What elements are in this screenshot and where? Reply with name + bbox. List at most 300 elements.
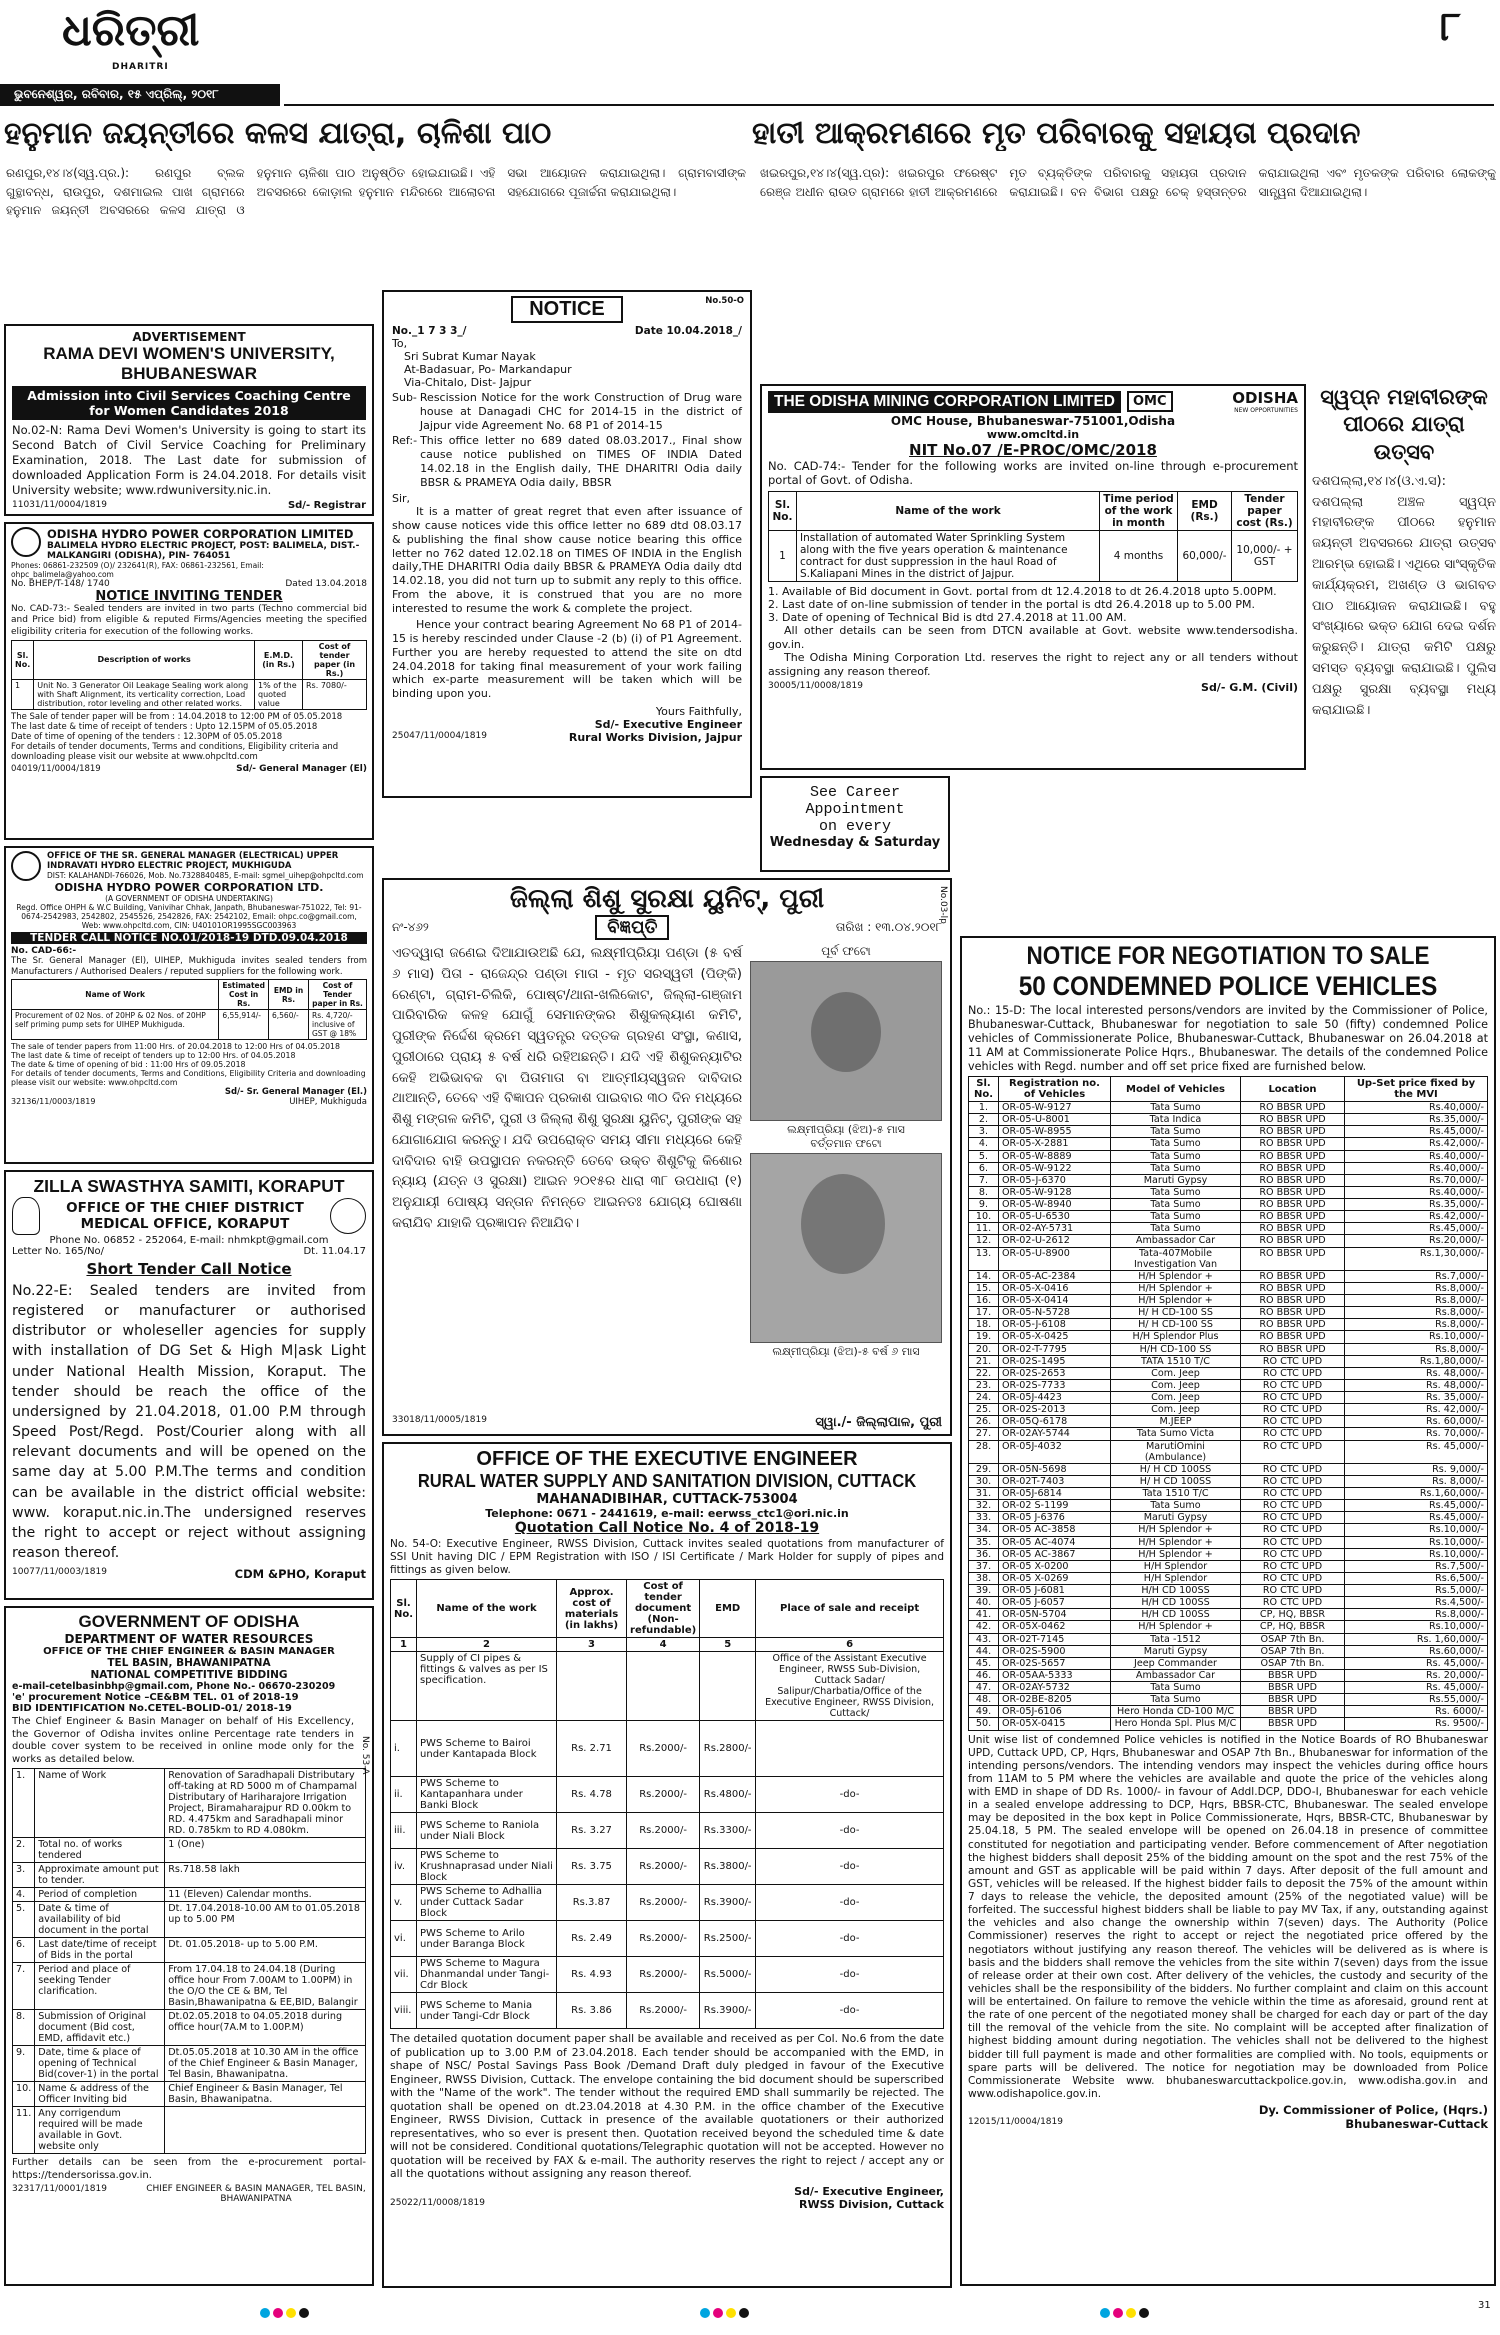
table-row: [391, 1885, 944, 1921]
cell: H/H CD 100SS: [1111, 1609, 1241, 1621]
table-row: [969, 1500, 1488, 1512]
table-row: [969, 1307, 1488, 1319]
cell: Tata Sumo: [1111, 1138, 1241, 1150]
table-row: [13, 1838, 366, 1863]
cell: Rs.42,000/-: [1345, 1211, 1488, 1223]
cell: RO CTC UPD: [1241, 1463, 1345, 1475]
cell: Tata Sumo: [1111, 1102, 1241, 1114]
cell: Rs. 2.71: [557, 1721, 627, 1777]
cell: Rs.3900/-: [700, 1885, 756, 1921]
cell: 35.: [969, 1536, 999, 1548]
water-code: 32317/11/0001/1819: [12, 2184, 107, 2194]
table-row: [969, 1319, 1488, 1331]
puri-ad: [382, 878, 952, 1436]
cell: RO BBSR UPD: [1241, 1295, 1345, 1307]
cell: iv.: [391, 1849, 417, 1885]
cell: 1: [12, 679, 34, 709]
cell: Dt.02.05.2018 to 04.05.2018 during office hour(7A.M to 1.00P.M): [165, 2010, 366, 2046]
table-row: [969, 1706, 1488, 1718]
registration-dots: [700, 2308, 749, 2318]
water-contact: e-mail-cetelbasinbhp@gmail.com, Phone No.- 06670-230209: [12, 1681, 336, 1692]
cell: 30.: [969, 1475, 999, 1487]
cell: 38.: [969, 1572, 999, 1584]
table-row: [969, 1463, 1488, 1475]
child-face: [801, 1174, 885, 1274]
cell: Rs.10,000/-: [1345, 1536, 1488, 1548]
water-basin: TEL BASIN, BHAWANIPATNA: [107, 1657, 271, 1669]
jajpur-sub: Rescission Notice for the work Construction of Drug ware house at Danagadi CHC for 2014-15 in the district of Jajpur vide Agreement No. 68 P1 of 2014-15: [419, 391, 742, 432]
cell: Rs.1,30,000/-: [1345, 1247, 1488, 1270]
cell: RO BBSR UPD: [1241, 1307, 1345, 1319]
cell: OR-05Q-6178: [999, 1416, 1111, 1428]
police-ad: [960, 936, 1496, 2286]
table-row: [969, 1186, 1488, 1198]
table-row: [969, 1633, 1488, 1645]
cell: iii.: [391, 1813, 417, 1849]
cell: Com. Jeep: [1111, 1379, 1241, 1391]
cell: Rs.5000/-: [700, 1957, 756, 1993]
cell: 33.: [969, 1512, 999, 1524]
cell: 1.: [969, 1102, 999, 1114]
cell: vi.: [391, 1921, 417, 1957]
cell: CP, HQ, BBSR: [1241, 1621, 1345, 1633]
table-row: [969, 1223, 1488, 1235]
cell: Any corrigendum required will be made available in Govt. website only: [35, 2107, 165, 2154]
jatra-story: [1312, 384, 1496, 930]
police-table: [968, 1076, 1488, 1731]
cell: H/H Splendor +: [1111, 1282, 1241, 1294]
col-header: Name of the work: [417, 1580, 557, 1638]
col-header: Approx. cost of materials (in lakhs): [557, 1580, 627, 1638]
water-sign: CHIEF ENGINEER & BASIN MANAGER, TEL BASIN, BHAWANIPATNA: [146, 2184, 366, 2204]
cell: RO BBSR UPD: [1241, 1114, 1345, 1126]
jajpur-no: No.50-O: [705, 296, 744, 306]
page-number: ୮: [1440, 4, 1461, 50]
puri-date: ତାରିଖ : ୧୩.୦୪.୨୦୧୮: [835, 920, 942, 934]
newspaper-logo: ଧରିତ୍ରୀ: [62, 6, 200, 55]
cell: Rs. 8,000/-: [1345, 1475, 1488, 1487]
cell: Rs. 45,000/-: [1345, 1657, 1488, 1669]
table-row: [13, 1888, 366, 1902]
cell: OR-05-X-0414: [999, 1295, 1111, 1307]
table-row: [969, 1331, 1488, 1343]
cell: -do-: [756, 1813, 944, 1849]
cell: 5.: [969, 1150, 999, 1162]
puri-heading: ବିଜ୍ଞପ୍ତି: [595, 915, 669, 940]
cell: 39.: [969, 1585, 999, 1597]
cell: OR-02 S-1199: [999, 1500, 1111, 1512]
cell: OR-05AA-5333: [999, 1669, 1111, 1681]
omc-code: 30005/11/0008/1819: [768, 680, 863, 691]
cell: Rs.1,80,000/-: [1345, 1355, 1488, 1367]
table-row: [13, 2010, 366, 2046]
col-header: E.M.D. (in Rs.): [255, 640, 303, 679]
cell: Rs.7,000/-: [1345, 1270, 1488, 1282]
col-header: Location: [1241, 1077, 1345, 1102]
col-header: EMD (Rs.): [1178, 491, 1232, 530]
cell: OR-02BE-8205: [999, 1694, 1111, 1706]
cell: OR-05 AC-4074: [999, 1536, 1111, 1548]
cell: 50.: [969, 1718, 999, 1730]
cell: CP, HQ, BBSR: [1241, 1609, 1345, 1621]
cell: Rs. 2.49: [557, 1921, 627, 1957]
jatra-body: ଦଶପଲ୍ଲା,୧୪।୪(ଓ.ଏ.ସ): ଦଶପଲ୍ଲା ଅଞ୍ଚଳ ସ୍ୱପ୍ନ ମହାବୀରଙ୍କ ପୀଠରେ ହନୁମାନ ଜୟନ୍ତୀ ଅବସରରେ ଯାତ୍ରା ଉତ୍ସବ ଆରମ୍ଭ ହୋଇଛି। ଏଥିରେ ସାଂସ୍କୃତିକ କାର୍ଯ୍ୟକ୍ରମ, ଅଖଣ୍ଡ ଓ ଭାଗବତ ପାଠ ଆୟୋଜନ କରାଯାଇଛି। ବହୁ ସଂଖ୍ୟାରେ ଭକ୍ତ ଯୋଗ ଦେଇ ଦର୍ଶନ କରୁଛନ୍ତି। ଯାତ୍ରା କମିଟି ପକ୍ଷରୁ ସମସ୍ତ ବ୍ୟବସ୍ଥା କରାଯାଇଛି। ପୁଲିସ ପକ୍ଷରୁ ସୁରକ୍ଷା ବ୍ୟବସ୍ଥା ମଧ୍ୟ କରାଯାଇଛି।: [1312, 473, 1496, 718]
cell: OR-05-U-8001: [999, 1114, 1111, 1126]
table-row: [969, 1682, 1488, 1694]
cell: Com. Jeep: [1111, 1404, 1241, 1416]
jajpur-to: Sri Subrat Kumar Nayak: [404, 350, 536, 363]
rwss-title: OFFICE OF THE EXECUTIVE ENGINEER: [476, 1448, 858, 1470]
ohpc1-line: The Sale of tender paper will be from : 14.04.2018 to 12:00 PM of 05.05.2018: [11, 711, 343, 722]
cell: v.: [391, 1885, 417, 1921]
table-row: [969, 1524, 1488, 1536]
cell: Rs.2000/-: [627, 1885, 700, 1921]
date-line: ଭୁବନେଶ୍ୱର, ରବିବାର, ୧୫ ଏପ୍ରିଲ୍, ୨୦୧୮: [14, 87, 219, 101]
rdwu-tag: ADVERTISEMENT: [132, 330, 246, 344]
cell: OR-05 J-6081: [999, 1585, 1111, 1597]
jajpur-sign2: Rural Works Division, Jajpur: [568, 730, 742, 744]
cell: 27.: [969, 1428, 999, 1440]
cell: Rs.4800/-: [700, 1777, 756, 1813]
table-row: [969, 1102, 1488, 1114]
cell: PWS Scheme to Kantapanhara under Banki Block: [417, 1777, 557, 1813]
table-row: [969, 1367, 1488, 1379]
cell: 4.: [969, 1138, 999, 1150]
table-row: [13, 1863, 366, 1888]
cell: 24.: [969, 1392, 999, 1404]
cell: 60,000/-: [1178, 530, 1232, 581]
cell: Rs.2000/-: [627, 1777, 700, 1813]
ohpc1-sign: Sd/- General Manager (El): [236, 763, 367, 774]
cell: RO BBSR UPD: [1241, 1126, 1345, 1138]
cell: 45.: [969, 1657, 999, 1669]
cell: RO CTC UPD: [1241, 1572, 1345, 1584]
cell: Rs.2000/-: [627, 1957, 700, 1993]
cell: Rs.3900/-: [700, 1993, 756, 2029]
cell: 8.: [969, 1186, 999, 1198]
cell: OR-02-T-7795: [999, 1343, 1111, 1355]
table-row: [969, 1572, 1488, 1584]
cell: Rs.10,000/-: [1345, 1548, 1488, 1560]
cell: Rs.2000/-: [627, 1849, 700, 1885]
cell: OR-05-W-9128: [999, 1186, 1111, 1198]
water-title: GOVERNMENT OF ODISHA: [78, 1612, 300, 1631]
cell: OR-05 J-6057: [999, 1597, 1111, 1609]
cell: 42.: [969, 1621, 999, 1633]
cell: OR-05-W-8955: [999, 1126, 1111, 1138]
cell: RO CTC UPD: [1241, 1585, 1345, 1597]
cell: Rs.40,000/-: [1345, 1102, 1488, 1114]
ohpc2-code: 32136/11/0003/1819: [11, 1097, 96, 1107]
koraput-sign: CDM &PHO, Koraput: [234, 1567, 366, 1582]
ohpc1-sub: BALIMELA HYDRO ELECTRIC PROJECT, POST: BALIMELA, DIST.- MALKANGIRI (ODISHA), PIN- 764051: [47, 541, 360, 561]
ohpc2-line: The sale of tender papers from 11:00 Hrs. of 20.04.2018 to 12:00 Hrs of 04.05.2018: [11, 1042, 340, 1052]
cell: 31.: [969, 1488, 999, 1500]
cell: PWS Scheme to Arilo under Baranga Block: [417, 1921, 557, 1957]
jajpur-notice: [382, 290, 752, 798]
table-row: [969, 1669, 1488, 1681]
cell: H/H Splendor +: [1111, 1295, 1241, 1307]
ohpc1-date: Dated 13.04.2018: [285, 579, 367, 589]
cell: H/H Splendor +: [1111, 1270, 1241, 1282]
table-row: [969, 1392, 1488, 1404]
cell: Dt.05.05.2018 at 10.30 AM in the office of the Chief Engineer & Basin Manager, Tel Basin, Bhawanipatna.: [165, 2046, 366, 2082]
cell: -do-: [756, 1849, 944, 1885]
cell: Total no. of works tendered: [35, 1838, 165, 1863]
cell: OR-05-W-9122: [999, 1162, 1111, 1174]
registration-dots: [1100, 2308, 1149, 2318]
cell: OR-02-U-2612: [999, 1235, 1111, 1247]
cell: Rs. 9,000/-: [1345, 1463, 1488, 1475]
cell: OR-05-J-6370: [999, 1174, 1111, 1186]
cell: 15.: [969, 1282, 999, 1294]
table-row: [969, 1282, 1488, 1294]
cell: 40.: [969, 1597, 999, 1609]
cell: Rs.3300/-: [700, 1813, 756, 1849]
cell: 10,000/- + GST: [1232, 530, 1298, 581]
cell: OR-05X-0462: [999, 1621, 1111, 1633]
cell: OR-02T-7403: [999, 1475, 1111, 1487]
ohpc2-intro: The Sr. General Manager (El), UIHEP, Mukhiguda invites sealed tenders from Manufacturers / Authorised Dealers / reputed suppliers for the following work.: [11, 956, 367, 977]
cell: 41.: [969, 1609, 999, 1621]
cell: H/H Splendor: [1111, 1572, 1241, 1584]
ohpc1-ref: No. BHEP/T-148/ 1740: [11, 579, 110, 589]
ohpc2-tender: TENDER CALL NOTICE NO.01/2018-19 DTD.09.04.2018: [11, 932, 367, 944]
water-office: OFFICE OF THE CHIEF ENGINEER & BASIN MANAGER: [43, 1646, 335, 1657]
koraput-ad: [4, 1170, 374, 1600]
cell: Rs. 4.78: [557, 1777, 627, 1813]
jajpur-sir: Sir,: [392, 492, 411, 506]
table-row: [969, 1560, 1488, 1572]
cell: OR-05 X-0200: [999, 1560, 1111, 1572]
cell: BBSR UPD: [1241, 1682, 1345, 1694]
koraput-title: ZILLA SWASTHYA SAMITI, KORAPUT: [33, 1176, 345, 1196]
jajpur-date: Date 10.04.2018_/: [634, 325, 742, 337]
cell: [391, 1652, 417, 1721]
omc-line: All other details can be seen from DTCN available at Govt. website www.tendersodisha. gov.in.: [768, 623, 1298, 651]
cell: Rs.8,000/-: [1345, 1343, 1488, 1355]
cell: Rs.8,000/-: [1345, 1295, 1488, 1307]
cell: Rs.10,000/-: [1345, 1524, 1488, 1536]
cell: Date, time & place of opening of Technical Bid(cover-1) in the portal: [35, 2046, 165, 2082]
cell: OSAP 7th Bn.: [1241, 1633, 1345, 1645]
cell: RO BBSR UPD: [1241, 1186, 1345, 1198]
koraput-code: 10077/11/0003/1819: [12, 1567, 107, 1578]
cell: OR-05-U-8900: [999, 1247, 1111, 1270]
cell: OSAP 7th Bn.: [1241, 1657, 1345, 1669]
cell: 6,55,914/-: [219, 1010, 269, 1040]
cell: OR-02S-2653: [999, 1367, 1111, 1379]
cell: BBSR UPD: [1241, 1718, 1345, 1730]
table-row: [391, 1777, 944, 1813]
water-resources-ad: [4, 1606, 374, 2286]
cell: -do-: [756, 1993, 944, 2029]
rwss-heading: Quotation Call Notice No. 4 of 2018-19: [514, 1520, 820, 1536]
cell: Rs.10,000/-: [1345, 1331, 1488, 1343]
cell: 47.: [969, 1682, 999, 1694]
cell: 7.: [969, 1174, 999, 1186]
cell: RO BBSR UPD: [1241, 1211, 1345, 1223]
table-row: [969, 1645, 1488, 1657]
cell: Rs.2800/-: [700, 1721, 756, 1777]
cell: OR-05-W-8889: [999, 1150, 1111, 1162]
cell: vii.: [391, 1957, 417, 1993]
cell: TATA 1510 T/C: [1111, 1355, 1241, 1367]
cell: RO CTC UPD: [1241, 1355, 1345, 1367]
cell: Rs.7,500/-: [1345, 1560, 1488, 1572]
water-dept: DEPARTMENT OF WATER RESOURCES: [64, 1632, 314, 1646]
table-row: [969, 1162, 1488, 1174]
table-row: [12, 679, 367, 709]
cell: Name & address of the Officer Inviting bid: [35, 2082, 165, 2107]
cell: Rs.45,000/-: [1345, 1512, 1488, 1524]
cell: RO CTC UPD: [1241, 1392, 1345, 1404]
cell: OR-05 X-0269: [999, 1572, 1111, 1584]
ohpc1-code: 04019/11/0004/1819: [11, 763, 101, 774]
cell: Dt. 01.05.2018- up to 5.00 P.M.: [165, 1938, 366, 1963]
table-row: [391, 1957, 944, 1993]
cell: Rs.35,000/-: [1345, 1114, 1488, 1126]
ohpc2-addr: Regd. Office OHPH & W.C Building, Vanivihar Chhak, Janpath, Bhubaneswar-751022, Tel: 91-0674-2542983, 2542802, 2545526, 2542826, FAX: 2542102, Email: ohpc.co@gmail.com, Web: www.ohpcltd.com, CIN: U40101OR1995SGC003963: [16, 903, 362, 930]
cell: Tata Sumo: [1111, 1682, 1241, 1694]
odisha-logo: [1232, 389, 1298, 414]
cell: Submission of Original document (Bid cost, EMD, affidavit etc.): [35, 2010, 165, 2046]
cell: M.JEEP: [1111, 1416, 1241, 1428]
jajpur-to: Via-Chitalo, Dist- Jajpur: [404, 376, 532, 389]
cell: Rs.45,000/-: [1345, 1500, 1488, 1512]
career-line: Appointment: [805, 801, 905, 818]
cell: RO BBSR UPD: [1241, 1223, 1345, 1235]
cell: Tata 1510 T/C: [1111, 1488, 1241, 1500]
cell: PWS Scheme to Adhallia under Cuttack Sadar Block: [417, 1885, 557, 1921]
col-header: Sl. No.: [12, 640, 34, 679]
cell: PWS Scheme to Bairoi under Kantapada Block: [417, 1721, 557, 1777]
cell: RO CTC UPD: [1241, 1404, 1345, 1416]
table-row: [391, 1813, 944, 1849]
ohpc-logo-icon: [11, 851, 41, 881]
omc-table: [768, 491, 1298, 582]
jatra-title: ସ୍ୱପ୍ନ ମହାବୀରଙ୍କ ପୀଠରେ ଯାତ୍ରା ଉତ୍ସବ: [1320, 385, 1488, 464]
ohpc1-line: For details of tender documents, Terms and conditions, Eligibility criteria and downloading please visit our website at www.ohpcltd.com: [11, 741, 339, 762]
ohpc1-heading: NOTICE INVITING TENDER: [95, 589, 283, 604]
cell: Rs. 1,60,000/-: [1345, 1633, 1488, 1645]
rwss-ad: [382, 1442, 952, 2288]
cell: H/H CD 100SS: [1111, 1585, 1241, 1597]
cell: RO BBSR UPD: [1241, 1138, 1345, 1150]
col-header: Cost of Tender paper in Rs.: [309, 980, 367, 1010]
career-line: on every: [818, 818, 891, 835]
jajpur-sign: Sd/- Executive Engineer: [594, 717, 742, 731]
cell: ii.: [391, 1777, 417, 1813]
cell: 18.: [969, 1319, 999, 1331]
headline-right: ହାତୀ ଆକ୍ରମଣରେ ମୃତ ପରିବାରକୁ ସହାୟତା ପ୍ରଦାନ: [752, 116, 1361, 151]
cell: PWS Scheme to Krushnaprasad under Niali Block: [417, 1849, 557, 1885]
cell: 34.: [969, 1524, 999, 1536]
cell: RO CTC UPD: [1241, 1524, 1345, 1536]
cell: 7.: [13, 1963, 35, 2010]
cell: Installation of automated Water Sprinkling System along with the five years operation & maintenance contract for dust suppression in the haul Road of S.Kaliapani Mines in the district of Jajpur.: [797, 530, 1100, 581]
cell: 49.: [969, 1706, 999, 1718]
rdwu-body: No.02-N: Rama Devi Women's University is going to start its Second Batch of Civil Service Coaching for Preliminary Examination, 2018. The Last date for submission of downloaded Application Form is 24.04.2018. For details visit University website; www.rdwuniversity.nic.in.: [12, 423, 366, 497]
cell: OR-05J-4032: [999, 1440, 1111, 1463]
col-header: Cost of tender document (Non-refundable): [627, 1580, 700, 1638]
table-row: [969, 1379, 1488, 1391]
cell: RO CTC UPD: [1241, 1416, 1345, 1428]
cell: OR-05-U-6530: [999, 1211, 1111, 1223]
cell: RO CTC UPD: [1241, 1560, 1345, 1572]
cell: 6.: [969, 1162, 999, 1174]
table-row: [969, 1536, 1488, 1548]
col-header: Place of sale and receipt: [756, 1580, 944, 1638]
table-row: [13, 1902, 366, 1938]
cell: 32.: [969, 1500, 999, 1512]
cell: Renovation of Saradhapali Distributary off-taking at RD 5000 m of Champamal Distributary of Hariharajore Irrigation Project, Biramaharajpur RD 0.00km to RD. 4.475km and Saradhapali minor RD. 0.785km to RD 4.080km.: [165, 1769, 366, 1838]
cell: 5.: [13, 1902, 35, 1938]
cell: 37.: [969, 1560, 999, 1572]
cell: OR-05 AC-3867: [999, 1548, 1111, 1560]
table-row: [969, 1694, 1488, 1706]
rdwu-code: 11031/11/0004/1819: [12, 499, 107, 510]
cell: H/ H CD-100 SS: [1111, 1319, 1241, 1331]
col-header: Up-Set price fixed by the MVI: [1345, 1077, 1488, 1102]
col-number: 3: [557, 1638, 627, 1652]
ohpc-uihep-ad: [4, 846, 374, 1164]
cell: RO BBSR UPD: [1241, 1162, 1345, 1174]
cell: Tata Sumo: [1111, 1186, 1241, 1198]
rwss-body: The detailed quotation document paper shall be available and received as per Col. No.6 from the date of publication up to 3.00 P.M of 23.04.2018. Each tender should be accompanied with the EMD, in shape of NSC/ Postal Savings Pass Book /Demand Draft duly pledged in favour of the Executive Engineer, RWSS Division, Cuttack. The envelope containing the bid document should be superscribed with the "Name of the work". The tender without the required EMD shall summarily be rejected. The quotation shall be opened on dt.23.04.2018 at 4.30 P.M. in the office chamber of the Executive Engineer, RWSS Division, Cuttack in presence of the available quotationers or their authorized representatives, who so ever is present then. Quotation received beyond the scheduled time & date will not be considered. Conditional quotations/Telegraphic quotation will not be accepted. However no quotation will be received by FAX & e-mail. The authority reserves the right to reject / accept any or all the quotations without assigning any reason thereof.: [390, 2032, 944, 2181]
cell: H/H Splendor: [1111, 1560, 1241, 1572]
ohpc-balimela-ad: [4, 522, 374, 840]
cell: 48.: [969, 1694, 999, 1706]
cell: RO BBSR UPD: [1241, 1102, 1345, 1114]
table-row: [969, 1488, 1488, 1500]
cell: Rs.2500/-: [700, 1921, 756, 1957]
table-row: [969, 1138, 1488, 1150]
cell: Rs.2000/-: [627, 1813, 700, 1849]
col-header: EMD in Rs.: [269, 980, 309, 1010]
cell: OR-02S-7733: [999, 1379, 1111, 1391]
masthead-rule: [284, 104, 1494, 106]
police-title1: NOTICE FOR NEGOTIATION TO SALE: [1026, 942, 1430, 970]
cell: Supply of CI pipes & fittings & valves as per IS specification.: [417, 1652, 557, 1721]
cell: 22.: [969, 1367, 999, 1379]
col-number: 5: [700, 1638, 756, 1652]
table-row: [969, 1609, 1488, 1621]
cell: Tata Sumo: [1111, 1199, 1241, 1211]
rwss-sign2: RWSS Division, Cuttack: [798, 2197, 944, 2211]
cell: Rs. 35,000/-: [1345, 1392, 1488, 1404]
cell: Tata Sumo: [1111, 1150, 1241, 1162]
koraput-phone: Phone No. 06852 - 252064, E-mail: nhmkpt@gmail.com: [49, 1235, 329, 1246]
cell: Rs.3.87: [557, 1885, 627, 1921]
cell: Tata Sumo: [1111, 1500, 1241, 1512]
jajpur-code: 25047/11/0004/1819: [392, 730, 487, 741]
cell: Tata Indica: [1111, 1114, 1241, 1126]
rdwu-title: RAMA DEVI WOMEN'S UNIVERSITY, BHUBANESWAR: [43, 344, 335, 383]
cell: Rs.2000/-: [627, 1993, 700, 2029]
child-photo-before: [750, 961, 942, 1121]
cell: 23.: [969, 1379, 999, 1391]
cell: 25.: [969, 1404, 999, 1416]
ohpc2-line: For details of tender documents, Terms and Conditions, Eligibility Criteria and downloading please visit our website: www.ohpcltd.com: [11, 1069, 366, 1088]
omc-title: THE ODISHA MINING CORPORATION LIMITED: [768, 391, 1121, 413]
cell: Rs.5,000/-: [1345, 1585, 1488, 1597]
table-row: [969, 1174, 1488, 1186]
cell: Rs.2000/-: [627, 1921, 700, 1957]
cell: 1.: [13, 1769, 35, 1838]
headline-left: ହନୁମାନ ଜୟନ୍ତୀରେ କଳସ ଯାତ୍ରା, ଚାଳିଶା ପାଠ: [4, 116, 552, 151]
cell: Period and place of seeking Tender clarification.: [35, 1963, 165, 2010]
